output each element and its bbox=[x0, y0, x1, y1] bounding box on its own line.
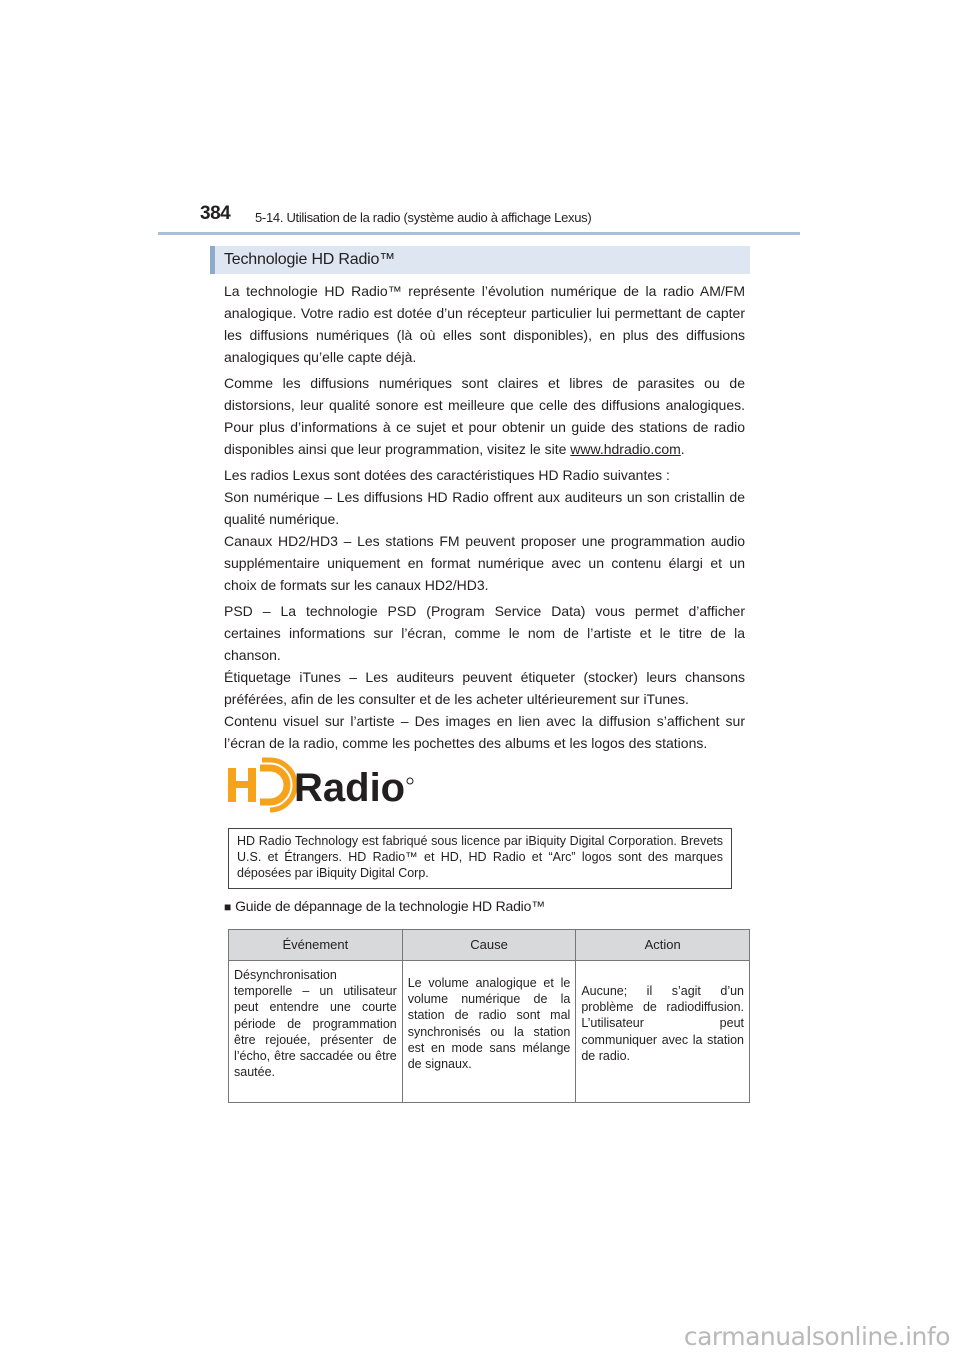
logo-wordmark: Radio bbox=[294, 766, 406, 810]
hd-radio-logo bbox=[226, 756, 426, 820]
troubleshooting-table bbox=[228, 929, 750, 1103]
hdradio-link[interactable]: www.hdradio.com bbox=[570, 441, 681, 457]
feature-psd: PSD – La technologie PSD (Program Service Data) vous permet d’afficher certaines informations sur l’écran, comme le nom de l’artiste et le titre de la chanson. bbox=[224, 603, 745, 663]
body-text bbox=[224, 280, 745, 754]
paragraph-quality-text: Comme les diffusions numériques sont claires et libres de parasites ou de distorsions, leur qualité sonore est meilleure que celle des diffusions analogiques. Pour plus d’informations à ce sujet et pour obtenir un guide des stations de radio disponibles ainsi que leur programmation, visitez le site bbox=[224, 375, 745, 457]
paragraph-quality-end: . bbox=[680, 441, 685, 457]
feature-itunes-tagging: Étiquetage iTunes – Les auditeurs peuvent étiqueter (stocker) leurs chansons préférées, afin de les consulter et de les acheter ultérieurement sur iTunes. bbox=[224, 669, 745, 707]
table-cell-event: Désynchronisation temporelle – un utilisateur peut entendre une courte période de programmation être rejouée, présenter de l’écho, être saccadée ou être sautée. bbox=[229, 961, 403, 1103]
running-header: 5-14. Utilisation de la radio (système audio à affichage Lexus) bbox=[255, 210, 592, 225]
table-cell-cause: Le volume analogique et le volume numérique de la station de radio sont mal synchronisés ou la station est en mode sans mélange de signaux. bbox=[402, 961, 576, 1103]
table-cell-action: Aucune; il s’agit d’un problème de radiodiffusion. L’utilisateur peut communiquer avec la station de radio. bbox=[576, 961, 750, 1103]
column-header-action: Action bbox=[576, 930, 750, 961]
header-rule bbox=[158, 232, 800, 235]
paragraph-quality bbox=[224, 372, 745, 460]
column-header-event: Événement bbox=[229, 930, 403, 961]
page-number: 384 bbox=[200, 203, 231, 224]
license-notice: HD Radio Technology est fabriqué sous licence par iBiquity Digital Corporation. Brevets U.S. et Étrangers. HD Radio™ et HD, HD Radio et “Arc” logos sont des marques déposées par iBiquity Digital Corp. bbox=[228, 828, 732, 889]
feature-digital-sound: Son numérique – Les diffusions HD Radio offrent aux auditeurs un son cristallin de qualité numérique. bbox=[224, 489, 745, 527]
feature-artist-visuals: Contenu visuel sur l’artiste – Des images en lien avec la diffusion s’affichent sur l’écran de la radio, comme les pochettes des albums et les logos des stations. bbox=[224, 713, 745, 751]
section-heading: Technologie HD Radio™ bbox=[210, 246, 750, 274]
hd-radio-logo-graphic bbox=[226, 756, 426, 820]
column-header-cause: Cause bbox=[402, 930, 576, 961]
features-intro: Les radios Lexus sont dotées des caractéristiques HD Radio suivantes : bbox=[224, 467, 670, 483]
troubleshooting-title: Guide de dépannage de la technologie HD Radio™ bbox=[235, 898, 545, 914]
square-bullet-icon: ■ bbox=[224, 900, 232, 914]
feature-hd2-hd3: Canaux HD2/HD3 – Les stations FM peuvent proposer une programmation audio supplémentaire uniquement en format numérique avec un contenu élargi et un choix de formats sur les canaux HD2/HD3. bbox=[224, 533, 745, 593]
table-row bbox=[229, 961, 750, 1103]
watermark: carmanualsonline.info bbox=[683, 1322, 950, 1351]
table-header-row bbox=[229, 930, 750, 961]
troubleshooting-heading bbox=[224, 898, 545, 914]
paragraph-intro: La technologie HD Radio™ représente l’évolution numérique de la radio AM/FM analogique. Votre radio est dotée d’un récepteur particulier lui permettant de capter les diffusions numériques (là où elles sont disponibles), en plus des diffusions analogiques qu’elle capte déjà. bbox=[224, 283, 745, 365]
